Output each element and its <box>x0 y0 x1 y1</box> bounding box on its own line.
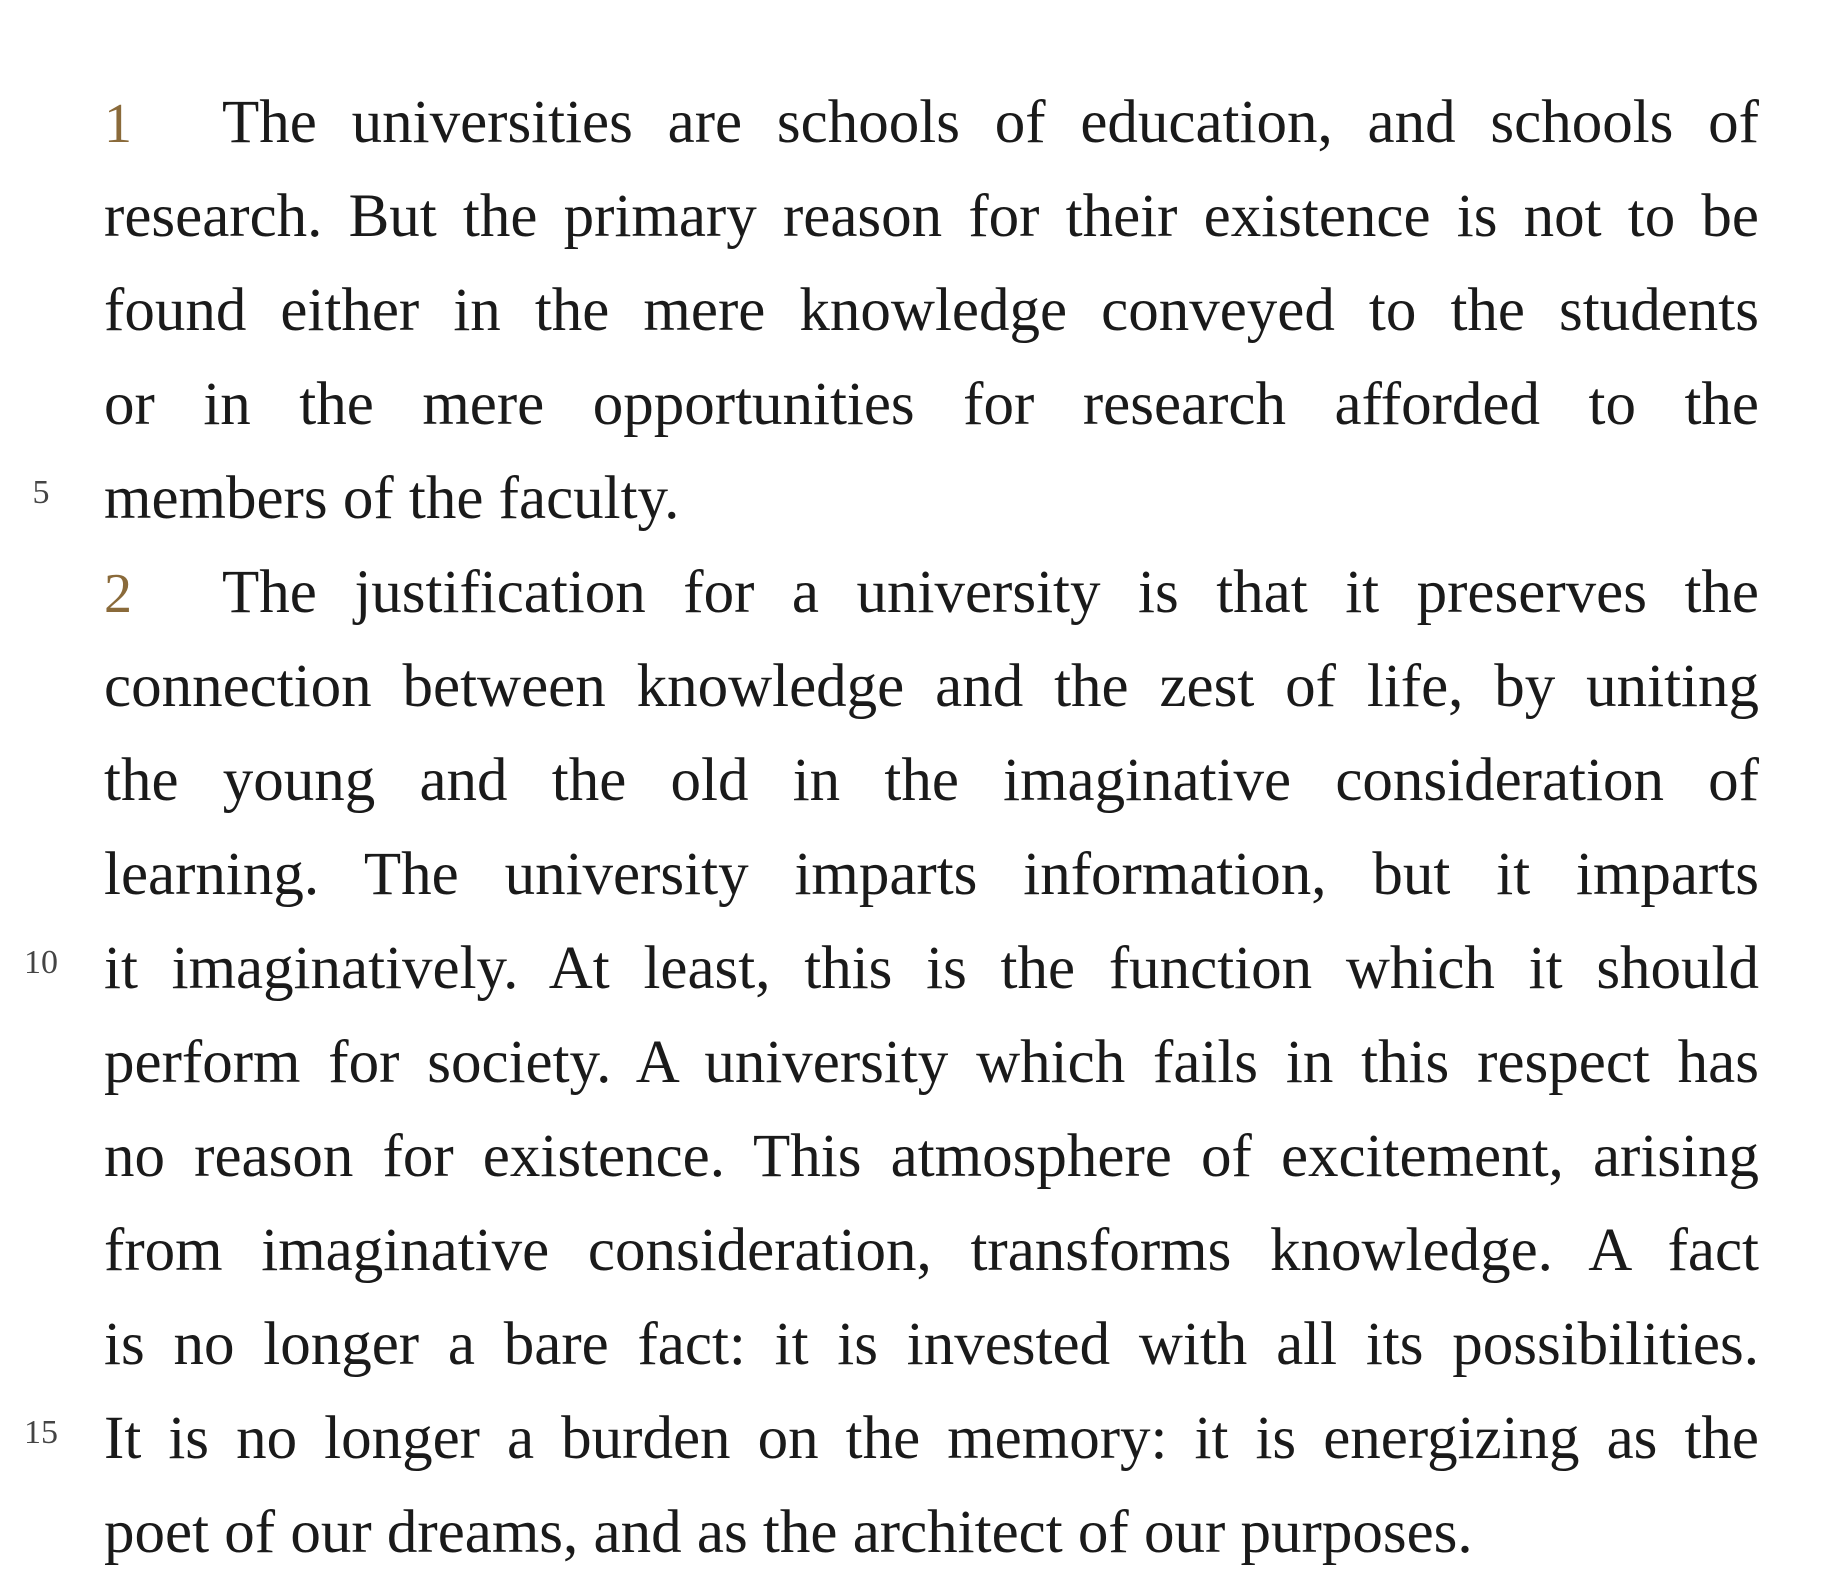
passage-line <box>104 1392 1759 1486</box>
passage-line <box>104 922 1759 1016</box>
passage-line-text: The universities are schools of education, and schools of <box>222 89 1759 156</box>
passage-line <box>104 358 1759 452</box>
line-number: 5 <box>32 474 50 511</box>
passage-line-text: poet of our dreams, and as the architect of our purposes. <box>104 1499 1473 1566</box>
passage-line <box>104 452 1759 546</box>
passage-line <box>104 1016 1759 1110</box>
passage-line-text: no reason for existence. This atmosphere of excitement, arising <box>104 1123 1759 1190</box>
passage-line-text: perform for society. A university which fails in this respect has <box>104 1029 1759 1096</box>
passage-line-text: research. But the primary reason for their existence is not to be <box>104 183 1759 250</box>
passage-line <box>104 1204 1759 1298</box>
passage-line-text: is no longer a bare fact: it is invested with all its possibilities. <box>104 1311 1759 1378</box>
passage-line <box>104 76 1759 170</box>
passage-line-text: learning. The university imparts information, but it imparts <box>104 841 1759 908</box>
passage-line-text: or in the mere opportunities for research afforded to the <box>104 371 1759 438</box>
passage-line <box>104 170 1759 264</box>
passage-line-text: it imaginatively. At least, this is the function which it should <box>104 935 1759 1002</box>
passage-line <box>104 1486 1759 1580</box>
line-number: 10 <box>24 944 58 981</box>
passage-line-text: the young and the old in the imaginative consideration of <box>104 747 1759 814</box>
line-number: 15 <box>24 1414 58 1451</box>
passage-line-text: The justification for a university is that it preserves the <box>222 559 1759 626</box>
paragraph-number: 2 <box>104 563 132 625</box>
passage-line <box>104 1110 1759 1204</box>
passage-line-text: It is no longer a burden on the memory: it is energizing as the <box>104 1405 1759 1472</box>
passage-line-text: members of the faculty. <box>104 465 680 532</box>
passage-line-text: found either in the mere knowledge conveyed to the students <box>104 277 1759 344</box>
passage-line <box>104 264 1759 358</box>
passage-line <box>104 1298 1759 1392</box>
passage-line-text: from imaginative consideration, transforms knowledge. A fact <box>104 1217 1759 1284</box>
passage-line <box>104 828 1759 922</box>
paragraph-number: 1 <box>104 93 132 155</box>
passage-line-text: connection between knowledge and the zest of life, by uniting <box>104 653 1759 720</box>
passage-line <box>104 734 1759 828</box>
passage-line <box>104 546 1759 640</box>
passage-line <box>104 640 1759 734</box>
